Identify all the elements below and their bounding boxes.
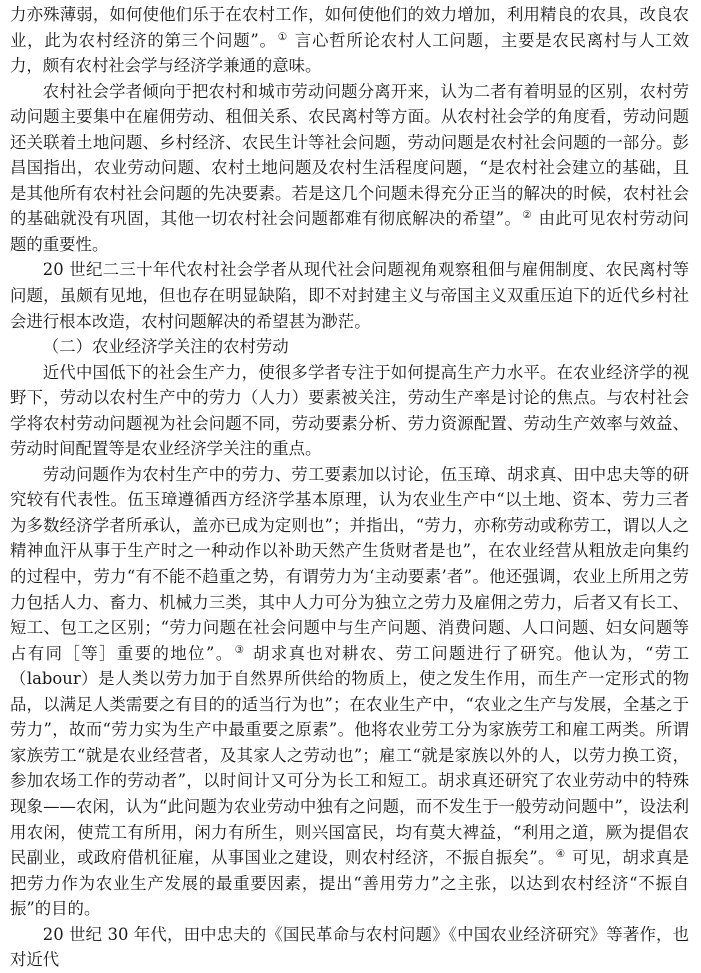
footnote-marker[interactable]: ① bbox=[277, 30, 288, 43]
paragraph-tail: 胡求真也对耕农、劳工问题进行了研究。他认为，“劳工（labour）是人类以劳力加于自然界所供给的物质上，使之发生作用，而生产一定形式的物品，以满足人类需要之有目的的适当行为也”；在农业生产中，“农业之生产与发展，全基之于劳力”，故而“劳力实为生产中最重要之原素”。他将农业劳工分为家族劳工和雇工两类。所谓家族劳工“就是农业经营者，及其家人之劳动也”；雇工“就是家族以外的人，以劳力换工资，参加农场工作的劳动者”，以时间计又可分为长工和短工。胡求真还研究了农业劳动中的特殊现象——农闲，认为“此问题为农业劳动中独有之问题，而不发生于一般劳动问题中”，设法利用农闲，使荒工有所用，闲力有所生，则兴国富民，均有莫大裨益，“利用之道，厥为提倡农民副业，或政府借机征雇，从事国业之建设，则农村经济，不振自振矣”。 bbox=[10, 643, 689, 868]
paragraph-text: 农村社会学者倾向于把农村和城市劳动问题分离开来，认为二者有着明显的区别，农村劳动问题主要集中在雇佣劳动、租佃关系、农民离村等方面。从农村社会学的角度看，劳动问题还关联着土地问题、乡村经济、农民生计等社会问题，劳动问题是农村社会问题的一部分。彭昌国指出，农业劳动问题、农村土地问题及农村生活程度问题，“是农村社会建立的基础，且是其他所有农村社会问题的先决要素。若是这几个问题未得充分正当的解决的时候，农村社会的基础就没有巩固，其他一切农村社会问题都难有彻底解决的希望”。 bbox=[10, 81, 689, 229]
footnote-marker[interactable]: ④ bbox=[555, 848, 566, 861]
paragraph-tail: 可见，胡求真是把劳力作为农业生产发展的最重要因素，提出“善用劳力”之主张，以达到农村经济“不振自振”的目的。 bbox=[10, 848, 689, 919]
paragraph-tail: 由此可见农村劳动问题的重要性。 bbox=[10, 209, 689, 254]
paragraph-tail: 言心哲所论农村人工问题，主要是农民离村与人工效力，颇有农村社会学与经济学兼通的意味。 bbox=[10, 30, 689, 76]
paragraph-2 bbox=[10, 257, 689, 334]
paragraph-text: 20 世纪二三十年代农村社会学者从现代社会问题视角观察租佃与雇佣制度、农民离村等问题，虽颇有见地，但也存在明显缺陷，即不对封建主义与帝国主义双重压迫下的近代乡村社会进行根本改造，农村问题解决的希望甚为渺茫。 bbox=[10, 260, 689, 331]
footnote-marker[interactable]: ② bbox=[522, 209, 533, 222]
paragraph-0 bbox=[10, 2, 689, 79]
paragraph-text: 20 世纪 30 年代，田中忠夫的《国民革命与农村问题》《中国农业经济研究》等著作，也对近代 bbox=[10, 924, 689, 970]
section-heading-text: （二）农业经济学关注的农村劳动 bbox=[42, 337, 289, 357]
paragraph-3 bbox=[10, 360, 689, 462]
footnote-marker[interactable]: ③ bbox=[234, 643, 246, 656]
paragraph-1 bbox=[10, 79, 689, 258]
paragraph-text: 劳动问题作为农村生产中的劳力、劳工要素加以讨论，伍玉璋、胡求真、田中忠夫等的研究较有代表性。伍玉璋遵循西方经济学基本原理，认为农业生产中“以土地、资本、劳力三者为多数经济学者所承认，盖亦已成为定则也”；并指出，“劳力，亦称劳动或称劳工，谓以人之精神血汗从事于生产时之一种动作以补助天然产生货财者是也”，在农业经营从粗放走向集约的过程中，劳力“有不能不趋重之势，有谓劳力为‘主动要素’者”。他还强调，农业上所用之劳力包括人力、畜力、机械力三类，其中人力可分为独立之劳力及雇佣之劳力，后者又有长工、短工、包工之区别；“劳力问题在社会问题中与生产问题、消费问题、人口问题、妇女问题等占有同［等］重要的地位”。 bbox=[10, 464, 689, 663]
paragraph-4 bbox=[10, 462, 689, 922]
section-heading bbox=[10, 334, 689, 360]
paragraph-text: 近代中国低下的社会生产力，使很多学者专注于如何提高生产力水平。在农业经济学的视野下，劳动以农村生产中的劳力（人力）要素被关注，劳动生产率是讨论的焦点。与农村社会学将农村劳动问题视为社会问题不同，劳动要素分析、劳力资源配置、劳动生产效率与效益、劳动时间配置等是农业经济学关注的重点。 bbox=[10, 362, 689, 459]
paragraph-text: 力亦殊薄弱，如何使他们乐于在农村工作，如何使他们的效力增加，利用精良的农具，改良农业，此为农村经济的第三个问题”。 bbox=[10, 5, 689, 50]
paragraph-5 bbox=[10, 922, 689, 973]
